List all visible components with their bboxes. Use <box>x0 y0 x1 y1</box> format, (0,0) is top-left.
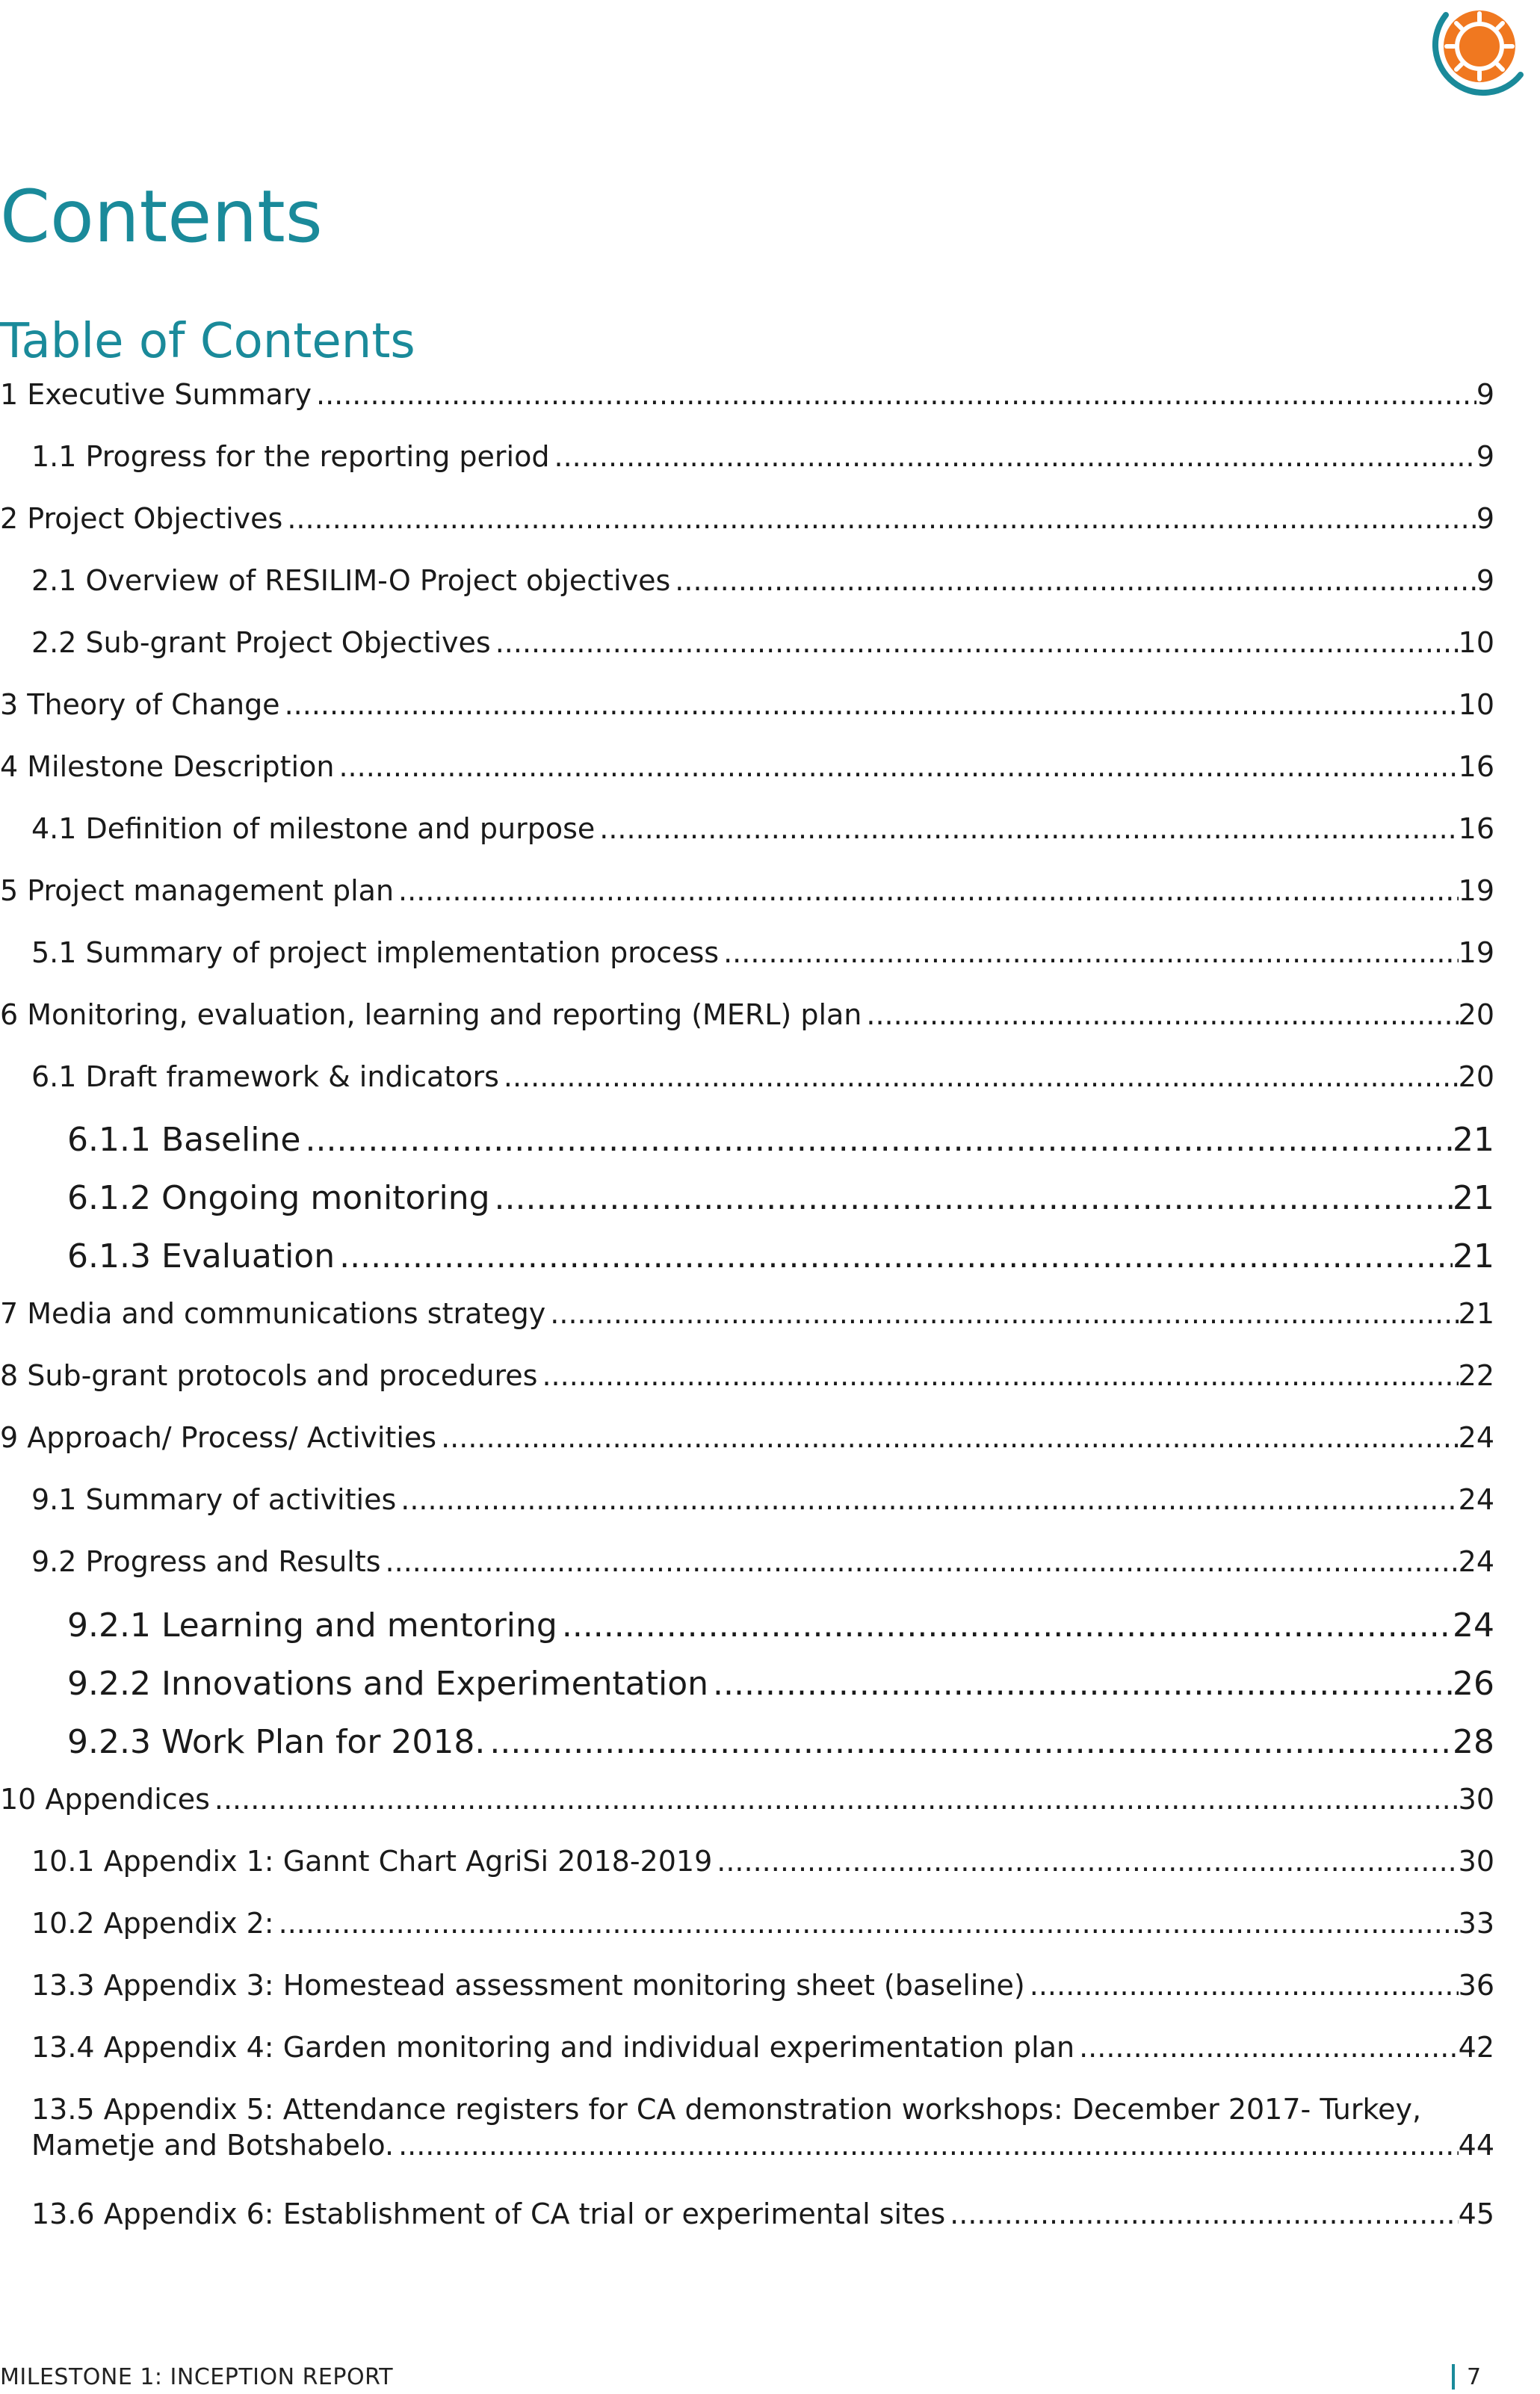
toc-entry-page: 19 <box>1458 874 1494 907</box>
toc-entry-page: 21 <box>1453 1237 1494 1275</box>
toc-entry[interactable] <box>31 1905 1494 1941</box>
footer-divider <box>1452 2364 1455 2390</box>
toc-entry-title: 2 Project Objectives <box>0 502 283 535</box>
toc-entry[interactable] <box>31 1843 1494 1879</box>
toc-entry-title: 13.4 Appendix 4: Garden monitoring and individual experimentation plan <box>31 2031 1075 2064</box>
toc-entry-page: 10 <box>1458 688 1494 721</box>
toc-entry[interactable] <box>0 1781 1494 1817</box>
toc-entry-title: 5 Project management plan <box>0 874 395 907</box>
toc-entry-page: 30 <box>1458 1845 1494 1878</box>
toc-leader <box>499 1059 1459 1095</box>
toc-entry-title: 6.1 Draft framework & indicators <box>31 1060 499 1093</box>
toc-entry-page: 16 <box>1458 750 1494 783</box>
toc-entry-page: 9 <box>1476 564 1494 597</box>
toc-entry-title: 3 Theory of Change <box>0 688 280 721</box>
toc-leader <box>210 1781 1459 1817</box>
toc-entry-title: 9.2.1 Learning and mentoring <box>67 1606 557 1645</box>
toc-entry-page: 20 <box>1458 998 1494 1031</box>
toc-entry-page: 10 <box>1458 626 1494 659</box>
toc-entry-title: 13.5 Appendix 5: Attendance registers for CA demonstration workshops: December 2017- Turkey, <box>31 2093 1422 2126</box>
toc-entry[interactable] <box>0 997 1494 1033</box>
toc-entry[interactable] <box>0 873 1494 909</box>
toc-leader <box>396 1482 1458 1518</box>
toc-leader <box>670 563 1476 598</box>
toc-entry[interactable] <box>0 687 1494 723</box>
toc-entry[interactable] <box>67 1119 1494 1161</box>
toc-entry-page: 16 <box>1458 812 1494 845</box>
toc-entry-page: 36 <box>1458 1969 1494 2002</box>
toc-entry-title: 6.1.3 Evaluation <box>67 1237 335 1275</box>
toc-leader <box>485 1722 1453 1763</box>
toc-entry[interactable] <box>67 1663 1494 1705</box>
toc-entry-title: 9.1 Summary of activities <box>31 1483 397 1516</box>
toc-entry-title: 6.1.2 Ongoing monitoring <box>67 1179 490 1217</box>
toc-entry-title: 1 Executive Summary <box>0 378 312 411</box>
toc-leader <box>491 625 1459 661</box>
toc-leader <box>545 1296 1458 1331</box>
toc-entry-title: 1.1 Progress for the reporting period <box>31 440 550 473</box>
toc-leader <box>862 997 1458 1033</box>
toc-entry[interactable] <box>31 439 1494 474</box>
toc-entry-page: 9 <box>1476 378 1494 411</box>
toc-entry-page: 30 <box>1458 1783 1494 1816</box>
toc-entry[interactable] <box>31 563 1494 598</box>
footer-report-title: MILESTONE 1: INCEPTION REPORT <box>0 2364 394 2390</box>
toc-entry-title: 9 Approach/ Process/ Activities <box>0 1421 437 1454</box>
toc-leader <box>490 1178 1453 1219</box>
toc-entry-page: 9 <box>1476 502 1494 535</box>
toc-entry-page: 20 <box>1458 1060 1494 1093</box>
toc-entry-title: 6.1.1 Baseline <box>67 1121 301 1159</box>
toc-entry-title: 7 Media and communications strategy <box>0 1297 546 1330</box>
toc-entry-title: 5.1 Summary of project implementation process <box>31 936 720 969</box>
toc-leader <box>708 1663 1453 1705</box>
toc-leader <box>282 501 1476 536</box>
toc-leader <box>719 935 1459 971</box>
toc-leader <box>334 749 1458 785</box>
toc-entry[interactable] <box>67 1605 1494 1647</box>
toc-entry-title: 13.6 Appendix 6: Establishment of CA trial or experimental sites <box>31 2197 946 2230</box>
toc-entry-page: 28 <box>1453 1723 1494 1761</box>
toc-entry[interactable] <box>67 1722 1494 1763</box>
toc-entry-title-continued: Mametje and Botshabelo. <box>31 2129 395 2162</box>
toc-leader <box>274 1905 1459 1941</box>
toc-entry-title: 4.1 Definition of milestone and purpose <box>31 812 596 845</box>
toc-entry-title: 6 Monitoring, evaluation, learning and reporting (MERL) plan <box>0 998 862 1031</box>
toc-entry-title: 10.1 Appendix 1: Gannt Chart AgriSi 2018-2019 <box>31 1845 713 1878</box>
toc-entry-page: 22 <box>1458 1359 1494 1392</box>
page-heading: Contents <box>0 175 323 259</box>
toc-entry-page: 33 <box>1458 1907 1494 1940</box>
toc-leader <box>537 1358 1458 1394</box>
toc-leader <box>280 687 1459 723</box>
toc-entry-title: 8 Sub-grant protocols and procedures <box>0 1359 538 1392</box>
toc-entry-page: 24 <box>1458 1545 1494 1578</box>
toc-entry-page: 24 <box>1453 1606 1494 1645</box>
toc-entry[interactable] <box>31 625 1494 661</box>
toc-entry-title: 2.1 Overview of RESILIM-O Project objectives <box>31 564 671 597</box>
toc-leader <box>394 2127 1459 2163</box>
toc-entry[interactable] <box>31 1482 1494 1518</box>
toc-entry-title: 4 Milestone Description <box>0 750 335 783</box>
toc-entry-page: 21 <box>1453 1179 1494 1217</box>
toc-entry[interactable] <box>31 811 1494 847</box>
toc-entry[interactable] <box>0 749 1494 785</box>
toc-entry-page: 42 <box>1458 2031 1494 2064</box>
toc-entry[interactable] <box>0 1296 1494 1331</box>
toc-entry-title: 9.2 Progress and Results <box>31 1545 381 1578</box>
toc-entry-page: 21 <box>1458 1297 1494 1330</box>
toc-leader <box>945 2196 1458 2232</box>
toc-leader <box>1025 1967 1459 2003</box>
toc-entry-title: 13.3 Appendix 3: Homestead assessment monitoring sheet (baseline) <box>31 1969 1025 2002</box>
toc-entry-page: 19 <box>1458 936 1494 969</box>
toc-entry-title: 9.2.3 Work Plan for 2018. <box>67 1723 486 1761</box>
toc-entry[interactable] <box>31 1059 1494 1095</box>
toc-entry[interactable] <box>31 2196 1494 2232</box>
toc-entry[interactable] <box>67 1178 1494 1219</box>
toc-leader <box>549 439 1476 474</box>
toc-entry-title: 10 Appendices <box>0 1783 210 1816</box>
toc-entry-page: 21 <box>1453 1121 1494 1159</box>
toc-entry[interactable] <box>67 1236 1494 1278</box>
toc-leader <box>301 1119 1453 1161</box>
toc-entry-title: 10.2 Appendix 2: <box>31 1907 274 1940</box>
toc-leader <box>312 377 1476 412</box>
footer-page-number: 7 <box>1467 2364 1482 2390</box>
toc-entry[interactable] <box>0 1420 1494 1456</box>
toc-leader <box>557 1605 1453 1647</box>
toc-leader <box>712 1843 1458 1879</box>
toc-leader <box>335 1236 1453 1278</box>
toc-leader <box>381 1544 1459 1580</box>
toc-leader <box>394 873 1459 909</box>
toc-entry-page: 24 <box>1458 1421 1494 1454</box>
toc-leader <box>1074 2029 1459 2065</box>
toc-entry[interactable] <box>0 1358 1494 1394</box>
toc-entry[interactable] <box>31 1544 1494 1580</box>
toc-entry-page: 26 <box>1453 1665 1494 1703</box>
toc-entry[interactable] <box>31 1967 1494 2003</box>
toc-entry-page: 9 <box>1476 440 1494 473</box>
toc-entry[interactable] <box>31 2091 1494 2163</box>
toc-entry[interactable] <box>0 501 1494 536</box>
toc-title: Table of Contents <box>0 314 415 369</box>
toc-entry[interactable] <box>31 2029 1494 2065</box>
toc-leader <box>436 1420 1459 1456</box>
toc-leader <box>595 811 1458 847</box>
toc-entry-title: 2.2 Sub-grant Project Objectives <box>31 626 491 659</box>
toc-entry[interactable] <box>31 935 1494 971</box>
toc-entry-page: 45 <box>1458 2197 1494 2230</box>
toc-entry-title: 9.2.2 Innovations and Experimentation <box>67 1665 709 1703</box>
toc-entry-page: 44 <box>1458 2129 1494 2162</box>
toc-entry[interactable] <box>0 377 1494 412</box>
toc-entry-page: 24 <box>1458 1483 1494 1516</box>
